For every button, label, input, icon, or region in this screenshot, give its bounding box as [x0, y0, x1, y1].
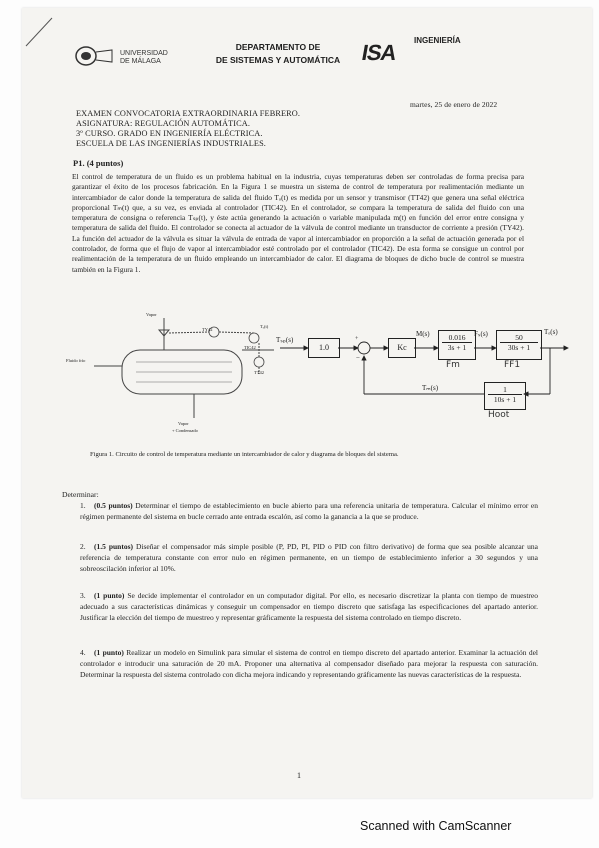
signal-m: M(s): [416, 330, 430, 338]
pen-mark: [24, 14, 54, 48]
department-title: DEPARTAMENTO DE DE SISTEMAS Y AUTOMÁTICA: [215, 42, 341, 65]
label-fluid-in: Fluido frío: [66, 358, 86, 363]
label-tt: TT42: [254, 370, 264, 375]
scanner-watermark: Scanned with CamScanner: [360, 819, 512, 833]
controller-block: Kc: [388, 338, 416, 358]
valve-block: 0.016 3s + 1: [438, 330, 476, 360]
signal-feedback: Tₘ(s): [422, 384, 439, 392]
exam-info: EXAMEN CONVOCATORIA EXTRAORDINARIA FEBRERO. ASIGNATURA: REGULACIÓN AUTOMÁTICA. 3º CURSO. GRADO EN INGENIERÍA ELÉCTRICA. ESCUELA DE LAS INGENIERÍAS INDUSTRIALES.: [76, 109, 301, 148]
label-ty: TY42: [202, 327, 213, 332]
heat-exchanger-diagram: [64, 310, 289, 440]
problem-paragraph: El control de temperatura de un fluido es un problema habitual en la industria, cuyas temperaturas deben ser controladas de forma precisa para garantizar el éxito de los procesos fabricación. En la Figura 1 se muestra un sistema de control de temperatura por realimentación mediante un intercambiador de calor donde la temperatura de salida del fluido Tₒ(t) es medida por un sensor y transmisor (TT42) que genera una señal eléctrica proporcional Tₘ(t) que, a su vez, es enviada al controlador (TIC42). En el controlador, se compara la temperatura de salida del fluido con una temperatura de consigna o referencia Tₛₚ(t), y éste actúa generando la actuación o variable manipulada m(t) en función del error entre consigna y temperatura de salida del fluido. El controlador se conecta al actuador de la válvula de control mediante un transductor de corriente a presión (TY42). La función del actuador de la válvula es situar la válvula de entrada de vapor al intercambiador en proporción a la señal de actuación generada por el controlador, de forma que el flujo de vapor al intercambiador esté controlado por el controlador (TIC42). De esta forma se consigue un control por realimentación de la temperatura de un fluido empleando un intercambiador de calor. El diagrama de bloques de dicho bucle de control se muestra también en la Figura 1.: [72, 172, 524, 274]
label-condensate: Vapor: [178, 421, 189, 426]
gain-block: 1.0: [308, 338, 340, 358]
question-3: 3. (1 punto) Se decide implementar el controlador en un computador digital. Por ello, es necesario discretizar la planta con tiempo de muestreo adecuado a sus características dinámicas y conseguir un compensador en tiempo discreto que satisfaga las especificaciones del apartado anterior. Justificar la elección del tiempo de muestreo y representar gráficamente la respuesta del sistema controlado en tiempo discreto.: [80, 591, 539, 622]
problem-title: P1. (4 puntos): [73, 158, 124, 168]
sum-plus: +: [355, 336, 359, 342]
label-flow: Tₒ(t): [260, 324, 269, 329]
question-4: 4. (1 punto) Realizar un modelo en Simulink para simular el sistema de control en tiempo discreto del apartado anterior. Examinar la actuación del controlador e introducir una saturación de 20 mA. Proponer una alternativa al compensador diseñado para mejorar la respuesta con saturación. Determinar la respuesta del sistema controlado con dicha mejora indicando y representando gráficamente las nuevas características de la respuesta.: [80, 648, 538, 679]
block-input: Tₛₚ(s): [276, 336, 294, 344]
question-2: 2. (1.5 puntos) Diseñar el compensador más simple posible (P, PD, PI, PID o PID con filtro derivativo) de forma que sea posible alcanzar una referencia de temperatura constante con error nulo en régimen permanente, en un tiempo de establecimiento inferior a 30 segundos y una sobreoscilación inferior al 10%.: [80, 542, 538, 573]
sensor-block: 1 10s + 1: [484, 382, 526, 410]
university-name: UNIVERSIDAD DE MÁLAGA: [120, 50, 168, 65]
label-condensate-2: + Condensado: [172, 428, 198, 433]
valve-handwritten-note: Fm: [446, 360, 460, 370]
university-logo-icon: [74, 44, 114, 68]
plant-handwritten-note: FF1: [504, 360, 521, 370]
exam-date: martes, 25 de enero de 2022: [410, 100, 498, 109]
signal-fs: Fₛ(s): [474, 330, 488, 338]
plant-block: 50 30s + 1: [496, 330, 542, 360]
page-number: 1: [297, 771, 301, 780]
label-tic: TIC42: [244, 345, 256, 350]
sum-minus: −: [356, 354, 360, 362]
block-output: Tₒ(s): [544, 328, 558, 336]
isa-logo: ISA: [359, 40, 398, 65]
exam-page: [22, 8, 592, 798]
school-label: INGENIERÍA: [414, 36, 461, 45]
question-1: 1. (0.5 puntos) Determinar el tiempo de establecimiento en bucle abierto para una referencia unitaria de temperatura. Calcular el mínimo error en régimen permanente del sistema en bucle cerrado ante entrada escalón, así como la ganancia a la que se produce.: [80, 501, 538, 521]
figure-caption: Figura 1. Circuito de control de temperatura mediante un intercambiador de calor y diagrama de bloques del sistema.: [90, 451, 399, 458]
determinar-title: Determinar:: [62, 490, 99, 499]
sensor-handwritten-note: Hoot: [488, 410, 510, 420]
label-steam: Vapor: [146, 312, 157, 317]
